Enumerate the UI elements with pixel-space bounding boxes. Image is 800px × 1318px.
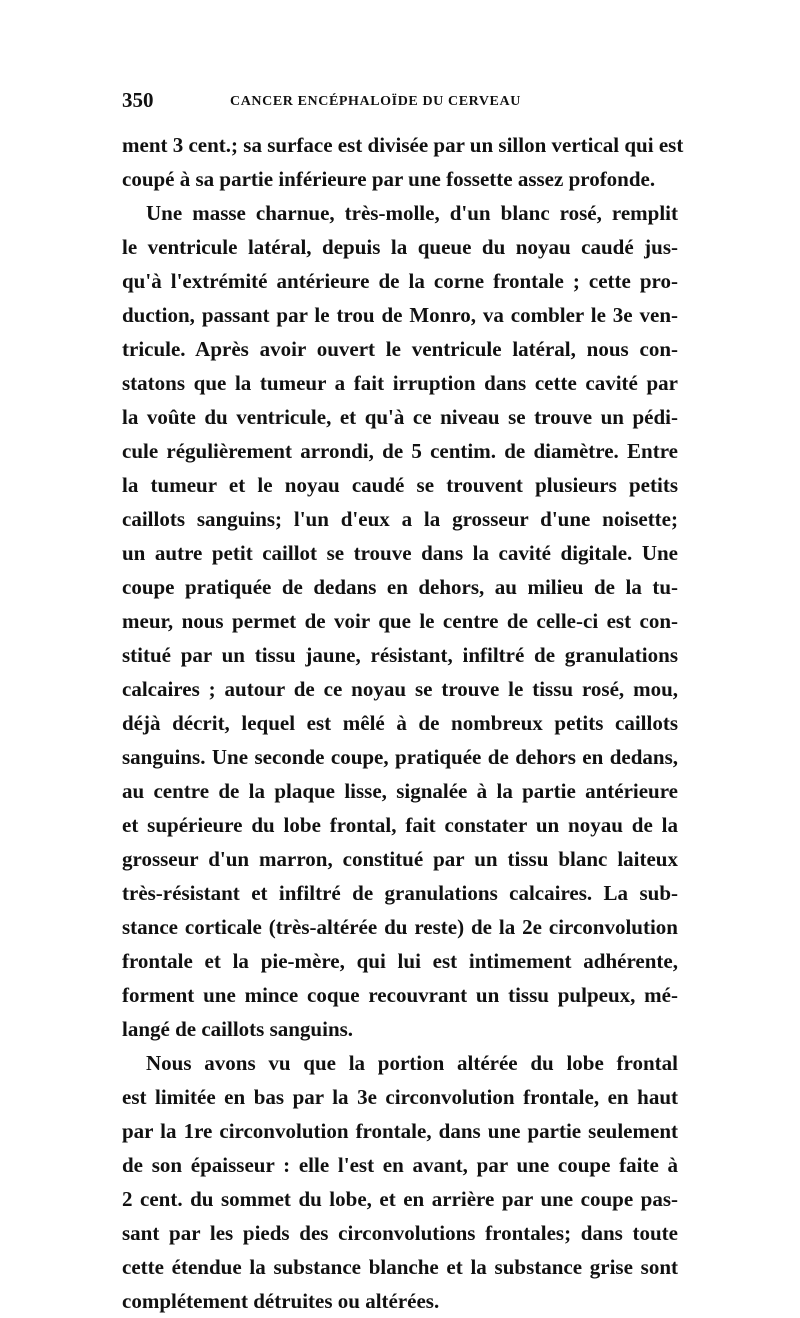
text-line: caillots sanguins; l'un d'eux a la grosseur d'une noisette; xyxy=(122,507,678,531)
text-line: très-résistant et infiltré de granulations calcaires. La sub- xyxy=(122,881,678,905)
text-line: de son épaisseur : elle l'est en avant, par une coupe faite à xyxy=(122,1153,678,1177)
text-line: stance corticale (très-altérée du reste) de la 2e circonvolution xyxy=(122,915,678,939)
text-line: ment 3 cent.; sa surface est divisée par un sillon vertical qui est xyxy=(122,133,684,157)
page-number: 350 xyxy=(122,88,154,112)
text-line: tricule. Après avoir ouvert le ventricule latéral, nous con- xyxy=(122,337,678,361)
text-line: sant par les pieds des circonvolutions frontales; dans toute xyxy=(122,1221,678,1245)
text-line: calcaires ; autour de ce noyau se trouve le tissu rosé, mou, xyxy=(122,677,678,701)
text-line: déjà décrit, lequel est mêlé à de nombreux petits caillots xyxy=(122,711,678,735)
text-line: Nous avons vu que la portion altérée du lobe frontal xyxy=(146,1051,678,1075)
text-line: cule régulièrement arrondi, de 5 centim. de diamètre. Entre xyxy=(122,439,678,463)
text-line: duction, passant par le trou de Monro, va combler le 3e ven- xyxy=(122,303,678,327)
text-line: Une masse charnue, très-molle, d'un blanc rosé, remplit xyxy=(146,201,678,225)
text-line: sanguins. Une seconde coupe, pratiquée de dehors en dedans, xyxy=(122,745,678,769)
text-line: coupé à sa partie inférieure par une fossette assez profonde. xyxy=(122,167,656,191)
text-line: le ventricule latéral, depuis la queue du noyau caudé jus- xyxy=(122,235,678,259)
text-line: stitué par un tissu jaune, résistant, infiltré de granulations xyxy=(122,643,678,667)
text-line: un autre petit caillot se trouve dans la cavité digitale. Une xyxy=(122,541,678,565)
text-line: qu'à l'extrémité antérieure de la corne frontale ; cette pro- xyxy=(122,269,678,293)
text-line: statons que la tumeur a fait irruption dans cette cavité par xyxy=(122,371,678,395)
text-line: coupe pratiquée de dedans en dehors, au milieu de la tu- xyxy=(122,575,678,599)
text-line: la voûte du ventricule, et qu'à ce niveau se trouve un pédi- xyxy=(122,405,678,429)
page-header xyxy=(122,88,682,118)
text-line: grosseur d'un marron, constitué par un tissu blanc laiteux xyxy=(122,847,678,871)
text-line: frontale et la pie-mère, qui lui est intimement adhérente, xyxy=(122,949,678,973)
text-line: langé de caillots sanguins. xyxy=(122,1017,354,1041)
body-text xyxy=(122,128,684,1318)
text-line: complétement détruites ou altérées. xyxy=(122,1289,440,1313)
text-line: est limitée en bas par la 3e circonvolution frontale, en haut xyxy=(122,1085,678,1109)
running-head: CANCER ENCÉPHALOÏDE DU CERVEAU xyxy=(230,94,521,109)
text-line: cette étendue la substance blanche et la substance grise sont xyxy=(122,1255,678,1279)
text-line: forment une mince coque recouvrant un tissu pulpeux, mé- xyxy=(122,983,678,1007)
text-line: par la 1re circonvolution frontale, dans une partie seulement xyxy=(122,1119,678,1143)
text-line: meur, nous permet de voir que le centre de celle-ci est con- xyxy=(122,609,678,633)
text-line: la tumeur et le noyau caudé se trouvent plusieurs petits xyxy=(122,473,678,497)
text-line: 2 cent. du sommet du lobe, et en arrière par une coupe pas- xyxy=(122,1187,678,1211)
text-line: et supérieure du lobe frontal, fait constater un noyau de la xyxy=(122,813,678,837)
text-line: au centre de la plaque lisse, signalée à la partie antérieure xyxy=(122,779,678,803)
